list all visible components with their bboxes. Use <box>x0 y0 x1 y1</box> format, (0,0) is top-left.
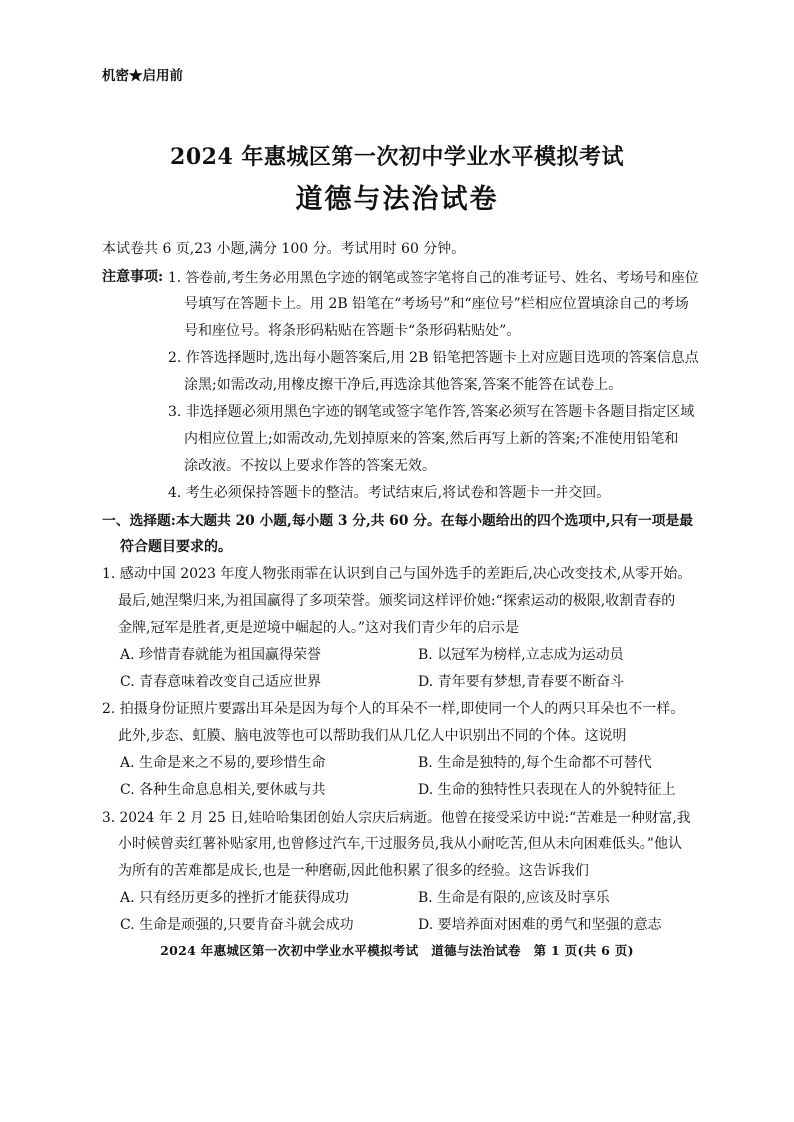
notice-item-1-line-2: 号填写在答题卡上。用 2B 铅笔在“考场号”和“座位号”栏相应位置填涂自己的考场 <box>184 296 689 312</box>
page-footer: 2024 年惠城区第一次初中学业水平模拟考试 道德与法治试卷 第 1 页(共 6 页) <box>160 943 634 958</box>
question-2-option-c: C. 各种生命息息相关,要休戚与共 <box>120 782 326 798</box>
notice-item-3-line-2: 内相应位置上;如需改动,先划掉原来的答案,然后再写上新的答案;不准使用铅笔和 <box>184 431 679 447</box>
question-2-option-d: D. 生命的独特性只表现在人的外貌特征上 <box>418 782 676 798</box>
exam-title: 2024 年惠城区第一次初中学业水平模拟考试 <box>170 144 624 170</box>
notice-item-2-line-2: 涂黑;如需改动,用橡皮擦干净后,再选涂其他答案,答案不能答在试卷上。 <box>184 377 623 393</box>
notice-item-3-line-3: 涂改液。不按以上要求作答的答案无效。 <box>184 458 436 474</box>
question-3-option-d: D. 要培养面对困难的勇气和坚强的意志 <box>418 917 662 933</box>
question-1-stem-line-1: 1. 感动中国 2023 年度人物张雨霏在认识到自己与国外选手的差距后,决心改变技术,从零开始。 <box>102 566 692 582</box>
intro-text: 本试卷共 6 页,23 小题,满分 100 分。考试用时 60 分钟。 <box>102 241 466 257</box>
notice-item-4: 4. 考生必须保持答题卡的整洁。考试结束后,将试卷和答题卡一并交回。 <box>168 485 611 501</box>
confidential-mark: 机密★启用前 <box>102 68 183 84</box>
question-1-stem-line-2: 最后,她涅槃归来,为祖国赢得了多项荣誉。颁奖词这样评价她:“探索运动的极限,收割青春的 <box>118 593 676 609</box>
question-2-stem-line-1: 2. 拍摄身份证照片要露出耳朵是因为每个人的耳朵不一样,即使同一个人的两只耳朵也不一样。 <box>102 701 685 717</box>
paper-subtitle: 道德与法治试卷 <box>295 184 499 215</box>
question-3-stem-line-1: 3. 2024 年 2 月 25 日,娃哈哈集团创始人宗庆后病逝。他曾在接受采访中说:“苦难是一种财富,我 <box>102 810 691 826</box>
notice-label: 注意事项: <box>102 269 164 285</box>
question-2-option-b: B. 生命是独特的,每个生命都不可替代 <box>418 755 652 771</box>
question-3-option-a: A. 只有经历更多的挫折才能获得成功 <box>120 890 350 906</box>
section-1-heading-line-1: 一、选择题:本大题共 20 小题,每小题 3 分,共 60 分。在每小题给出的四个选项中,只有一项是最 <box>102 513 693 529</box>
notice-item-1-line-1: 1. 答卷前,考生务必用黑色字迹的钢笔或签字笔将自己的准考证号、姓名、考场号和座位 <box>168 270 699 286</box>
question-1-option-a: A. 珍惜青春就能为祖国赢得荣誉 <box>120 647 322 663</box>
notice-item-2-line-1: 2. 作答选择题时,选出每小题答案后,用 2B 铅笔把答题卡上对应题目选项的答案信息点 <box>168 350 699 366</box>
question-1-option-d: D. 青年要有梦想,青春要不断奋斗 <box>418 674 625 690</box>
question-1-option-b: B. 以冠军为榜样,立志成为运动员 <box>418 647 624 663</box>
question-3-stem-line-2: 小时候曾卖红薯补贴家用,也曾修过汽车,干过服务员,我从小耐吃苦,但从未向困难低头。”他认 <box>118 836 682 852</box>
question-3-option-c: C. 生命是顽强的,只要肯奋斗就会成功 <box>120 917 354 933</box>
question-2-option-a: A. 生命是来之不易的,要珍惜生命 <box>120 755 326 771</box>
notice-item-1-line-3: 号和座位号。将条形码粘贴在答题卡“条形码粘贴处”。 <box>184 323 521 339</box>
question-2-stem-line-2: 此外,步态、虹膜、脑电波等也可以帮助我们从几亿人中识别出不同的个体。这说明 <box>118 728 627 744</box>
question-1-option-c: C. 青春意味着改变自己适应世界 <box>120 674 322 690</box>
notice-item-3-line-1: 3. 非选择题必须用黑色字迹的钢笔或签字笔作答,答案必须写在答题卡各题目指定区域 <box>168 404 695 420</box>
question-3-stem-line-3: 为所有的苦难都是成长,也是一种磨砺,因此他积累了很多的经验。这告诉我们 <box>118 863 589 879</box>
question-1-stem-line-3: 金牌,冠军是胜者,更是逆境中崛起的人。”这对我们青少年的启示是 <box>118 620 520 636</box>
section-1-heading-line-2: 符合题目要求的。 <box>120 539 232 555</box>
question-3-option-b: B. 生命是有限的,应该及时享乐 <box>418 890 610 906</box>
